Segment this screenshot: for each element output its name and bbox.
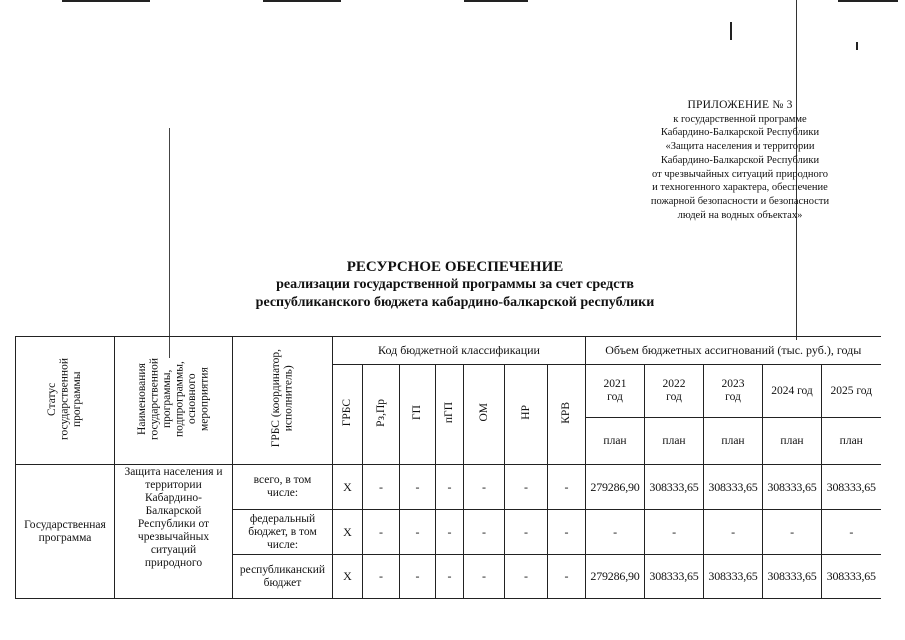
appendix-title: ПРИЛОЖЕНИЕ № 3 (687, 99, 793, 111)
code-cell: X (333, 465, 363, 510)
document-subtitle-1: реализации государственной программы за счет средств (276, 277, 634, 292)
code-cell: - (400, 555, 436, 599)
code-cell: X (333, 510, 363, 555)
scan-mark-top-4 (838, 0, 898, 2)
appendix-line: людей на водных объектах» (677, 209, 803, 221)
scan-mark-top-1 (62, 0, 150, 2)
header-code-rzpr: Рз,Пр (363, 365, 400, 465)
value-cell-2022: 308333,65 (645, 465, 704, 510)
value-cell-2023: 308333,65 (704, 465, 763, 510)
header-budget-code: Код бюджетной классификации (333, 337, 586, 365)
scan-tick-1 (730, 22, 732, 40)
code-cell: - (400, 510, 436, 555)
header-code-om: ОМ (464, 365, 505, 465)
header-code-krv: КРВ (548, 365, 586, 465)
code-cell: - (548, 555, 586, 599)
scan-tick-2 (856, 42, 858, 50)
appendix-line: от чрезвычайных ситуаций природного (651, 168, 829, 180)
resource-table (15, 336, 881, 599)
code-cell: - (548, 465, 586, 510)
header-plan: план (645, 418, 704, 465)
document-heading (150, 259, 760, 312)
value-cell-2022: 308333,65 (645, 555, 704, 599)
header-year-2021: 2021 год (586, 365, 645, 418)
code-cell: - (505, 510, 548, 555)
program-name-cell: Защита населения и территории Кабардино- Балкарской Республики от чрезвычайных ситуаций природного (115, 465, 233, 599)
header-year-2024: 2024 год (763, 365, 822, 418)
code-cell: - (548, 510, 586, 555)
scan-mark-top-3 (464, 0, 528, 2)
value-cell-2022: - (645, 510, 704, 555)
value-cell-2025: - (822, 510, 881, 555)
document-title: РЕСУРСНОЕ ОБЕСПЕЧЕНИЕ (346, 259, 564, 275)
code-cell: - (505, 555, 548, 599)
code-cell: - (363, 510, 400, 555)
appendix-line: Кабардино-Балкарской Республики (660, 154, 820, 166)
header-allocations: Объем бюджетных ассигнований (тыс. руб.), годы (586, 337, 881, 365)
code-cell: - (363, 465, 400, 510)
grbs-cell: всего, в том числе: (233, 465, 333, 510)
grbs-cell: федеральный бюджет, в том числе: (233, 510, 333, 555)
header-year-2022: 2022 год (645, 365, 704, 418)
appendix-note (600, 99, 880, 222)
appendix-line: к государственной программе (673, 113, 807, 125)
code-cell: - (436, 510, 464, 555)
value-cell-2023: 308333,65 (704, 555, 763, 599)
value-cell-2025: 308333,65 (822, 555, 881, 599)
code-cell: - (464, 465, 505, 510)
value-cell-2024: 308333,65 (763, 465, 822, 510)
header-grbs-executor: ГРБС (координатор, исполнитель) (233, 337, 333, 465)
value-cell-2023: - (704, 510, 763, 555)
code-cell: - (363, 555, 400, 599)
document-subtitle-2: республиканского бюджета кабардино-балкарской республики (255, 295, 655, 310)
value-cell-2025: 308333,65 (822, 465, 881, 510)
header-status: Статус государственной программы (16, 337, 115, 465)
appendix-line: и техногенного характера, обеспечение (652, 182, 828, 194)
appendix-line: Кабардино-Балкарской Республики (660, 127, 820, 139)
header-code-pgp: пГП (436, 365, 464, 465)
code-cell: - (436, 555, 464, 599)
grbs-cell: республиканский бюджет (233, 555, 333, 599)
header-code-grbs: ГРБС (333, 365, 363, 465)
code-cell: - (464, 555, 505, 599)
value-cell-2024: 308333,65 (763, 555, 822, 599)
header-year-2025: 2025 год (822, 365, 881, 418)
code-cell: - (436, 465, 464, 510)
header-plan: план (586, 418, 645, 465)
header-name: Наименования государственной программы, подпрограммы, основного мероприятия (115, 337, 233, 465)
header-code-nr: НР (505, 365, 548, 465)
appendix-line: «Защита населения и территории (665, 141, 815, 153)
header-code-gp: ГП (400, 365, 436, 465)
code-cell: - (400, 465, 436, 510)
value-cell-2021: 279286,90 (586, 465, 645, 510)
scan-mark-top-2 (263, 0, 341, 2)
value-cell-2024: - (763, 510, 822, 555)
scan-line-left (169, 128, 170, 358)
header-year-2023: 2023 год (704, 365, 763, 418)
header-plan: план (822, 418, 881, 465)
header-plan: план (704, 418, 763, 465)
value-cell-2021: 279286,90 (586, 555, 645, 599)
code-cell: X (333, 555, 363, 599)
status-cell: Государственная программа (16, 465, 115, 599)
appendix-line: пожарной безопасности и безопасности (650, 195, 830, 207)
code-cell: - (464, 510, 505, 555)
value-cell-2021: - (586, 510, 645, 555)
code-cell: - (505, 465, 548, 510)
table-row (16, 465, 881, 510)
header-plan: план (763, 418, 822, 465)
